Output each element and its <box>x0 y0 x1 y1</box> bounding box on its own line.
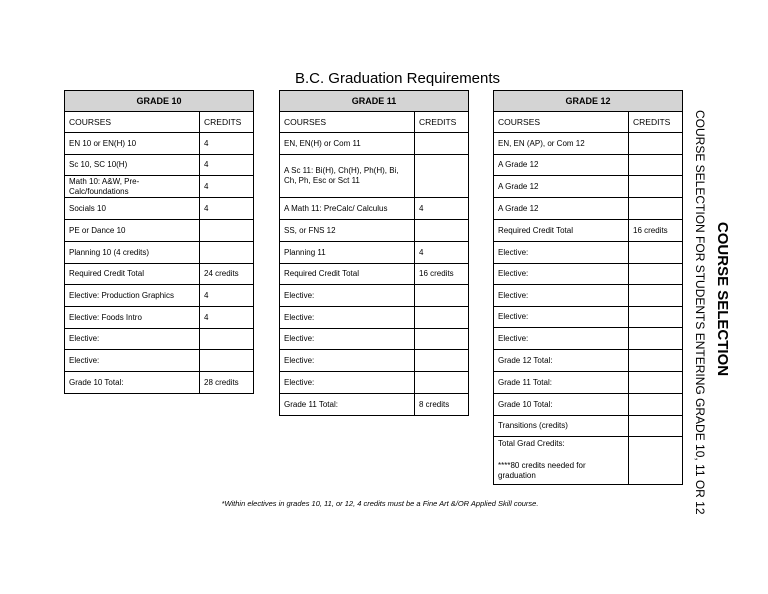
course-cell: Elective: <box>280 372 415 394</box>
required-total-value: 16 credits <box>415 264 469 285</box>
course-cell: Elective: <box>494 242 629 264</box>
credit-cell <box>415 285 469 307</box>
course-cell: Elective: <box>280 329 415 350</box>
grade-12-table <box>493 90 683 485</box>
credit-cell <box>629 155 683 176</box>
course-cell: A Grade 12 <box>494 155 629 176</box>
courses-header: COURSES <box>65 112 200 133</box>
credits-header: CREDITS <box>415 112 469 133</box>
total-grad-credits-cell <box>494 437 629 485</box>
grade-total-value <box>629 372 683 394</box>
credit-cell <box>415 307 469 329</box>
course-cell: Transitions (credits) <box>494 416 629 437</box>
course-cell: Elective: Production Graphics <box>65 285 200 307</box>
credit-cell <box>415 350 469 372</box>
course-cell: Socials 10 <box>65 198 200 220</box>
credit-cell: 4 <box>200 133 254 155</box>
required-total-label: Required Credit Total <box>65 264 200 285</box>
credit-cell <box>415 329 469 350</box>
course-cell: Elective: <box>280 350 415 372</box>
grade-total-label: Grade 10 Total: <box>65 372 200 394</box>
grade-total-value <box>629 350 683 372</box>
courses-header: COURSES <box>494 112 629 133</box>
credit-cell <box>629 264 683 285</box>
credit-cell <box>629 307 683 328</box>
courses-header: COURSES <box>280 112 415 133</box>
course-cell: A Math 11: PreCalc/ Calculus <box>280 198 415 220</box>
credits-header: CREDITS <box>629 112 683 133</box>
credit-cell: 4 <box>200 285 254 307</box>
grade-total-label: Grade 11 Total: <box>494 372 629 394</box>
page-title: B.C. Graduation Requirements <box>294 70 501 87</box>
course-cell: SS, or FNS 12 <box>280 220 415 242</box>
grade-total-label: Grade 10 Total: <box>494 394 629 416</box>
credit-cell <box>629 416 683 437</box>
course-cell: Elective: <box>494 328 629 350</box>
course-cell: Elective: Foods Intro <box>65 307 200 329</box>
credit-cell <box>415 133 469 155</box>
credit-cell <box>415 220 469 242</box>
credit-cell: 4 <box>200 198 254 220</box>
course-cell: Planning 11 <box>280 242 415 264</box>
credit-cell: 4 <box>200 176 254 198</box>
credit-cell <box>629 133 683 155</box>
required-total-value: 16 credits <box>629 220 683 242</box>
credit-cell <box>200 329 254 350</box>
course-cell: PE or Dance 10 <box>65 220 200 242</box>
side-subtitle: COURSE SELECTION FOR STUDENTS ENTERING GRADE 10, 11 OR 12 <box>693 110 707 515</box>
footnote: *Within electives in grades 10, 11, or 12, 4 credits must be a Fine Art &/OR Applied Skill course. <box>221 499 539 508</box>
credit-cell: 4 <box>200 307 254 329</box>
total-grad-credits-value <box>629 437 683 485</box>
credit-cell: 4 <box>200 155 254 176</box>
credit-cell <box>629 285 683 307</box>
credit-cell: 4 <box>415 242 469 264</box>
credit-cell <box>629 176 683 198</box>
grade-10-heading: GRADE 10 <box>65 91 254 112</box>
required-total-label: Required Credit Total <box>494 220 629 242</box>
course-cell: Elective: <box>280 307 415 329</box>
side-title: COURSE SELECTION <box>714 221 731 377</box>
required-total-label: Required Credit Total <box>280 264 415 285</box>
course-cell: Sc 10, SC 10(H) <box>65 155 200 176</box>
course-cell: A Grade 12 <box>494 198 629 220</box>
credit-cell <box>415 372 469 394</box>
grade-10-table <box>64 90 254 394</box>
credit-cell: 4 <box>415 198 469 220</box>
credit-cell <box>629 198 683 220</box>
course-cell: EN 10 or EN(H) 10 <box>65 133 200 155</box>
course-cell: Elective: <box>494 307 629 328</box>
total-grad-credits-label: Total Grad Credits: <box>498 439 565 448</box>
course-cell: EN, EN (AP), or Com 12 <box>494 133 629 155</box>
grade-total-value <box>629 394 683 416</box>
credit-cell <box>629 328 683 350</box>
course-cell: EN, EN(H) or Com 11 <box>280 133 415 155</box>
grade-11-table <box>279 90 469 416</box>
course-cell: Elective: <box>494 264 629 285</box>
grade-12-heading: GRADE 12 <box>494 91 683 112</box>
credit-cell <box>200 350 254 372</box>
required-total-value: 24 credits <box>200 264 254 285</box>
credit-cell <box>200 242 254 264</box>
course-cell: Elective: <box>494 285 629 307</box>
course-cell: A Grade 12 <box>494 176 629 198</box>
grade-total-value: 28 credits <box>200 372 254 394</box>
course-cell: Elective: <box>65 329 200 350</box>
course-cell: Elective: <box>65 350 200 372</box>
credit-cell <box>629 242 683 264</box>
credit-cell <box>415 155 469 198</box>
grade-total-label: Grade 11 Total: <box>280 394 415 416</box>
credits-header: CREDITS <box>200 112 254 133</box>
grade-total-value: 8 credits <box>415 394 469 416</box>
course-cell: A Sc 11: Bi(H), Ch(H), Ph(H), Bi, Ch, Ph, Esc or Sct 11 <box>280 155 415 198</box>
grade-11-heading: GRADE 11 <box>280 91 469 112</box>
credit-cell <box>200 220 254 242</box>
course-cell: Elective: <box>280 285 415 307</box>
grad-requirement-note: ****80 credits needed for graduation <box>498 461 586 480</box>
course-cell: Math 10: A&W, Pre-Calc/foundations <box>65 176 200 198</box>
course-cell: Planning 10 (4 credits) <box>65 242 200 264</box>
grade-total-label: Grade 12 Total: <box>494 350 629 372</box>
